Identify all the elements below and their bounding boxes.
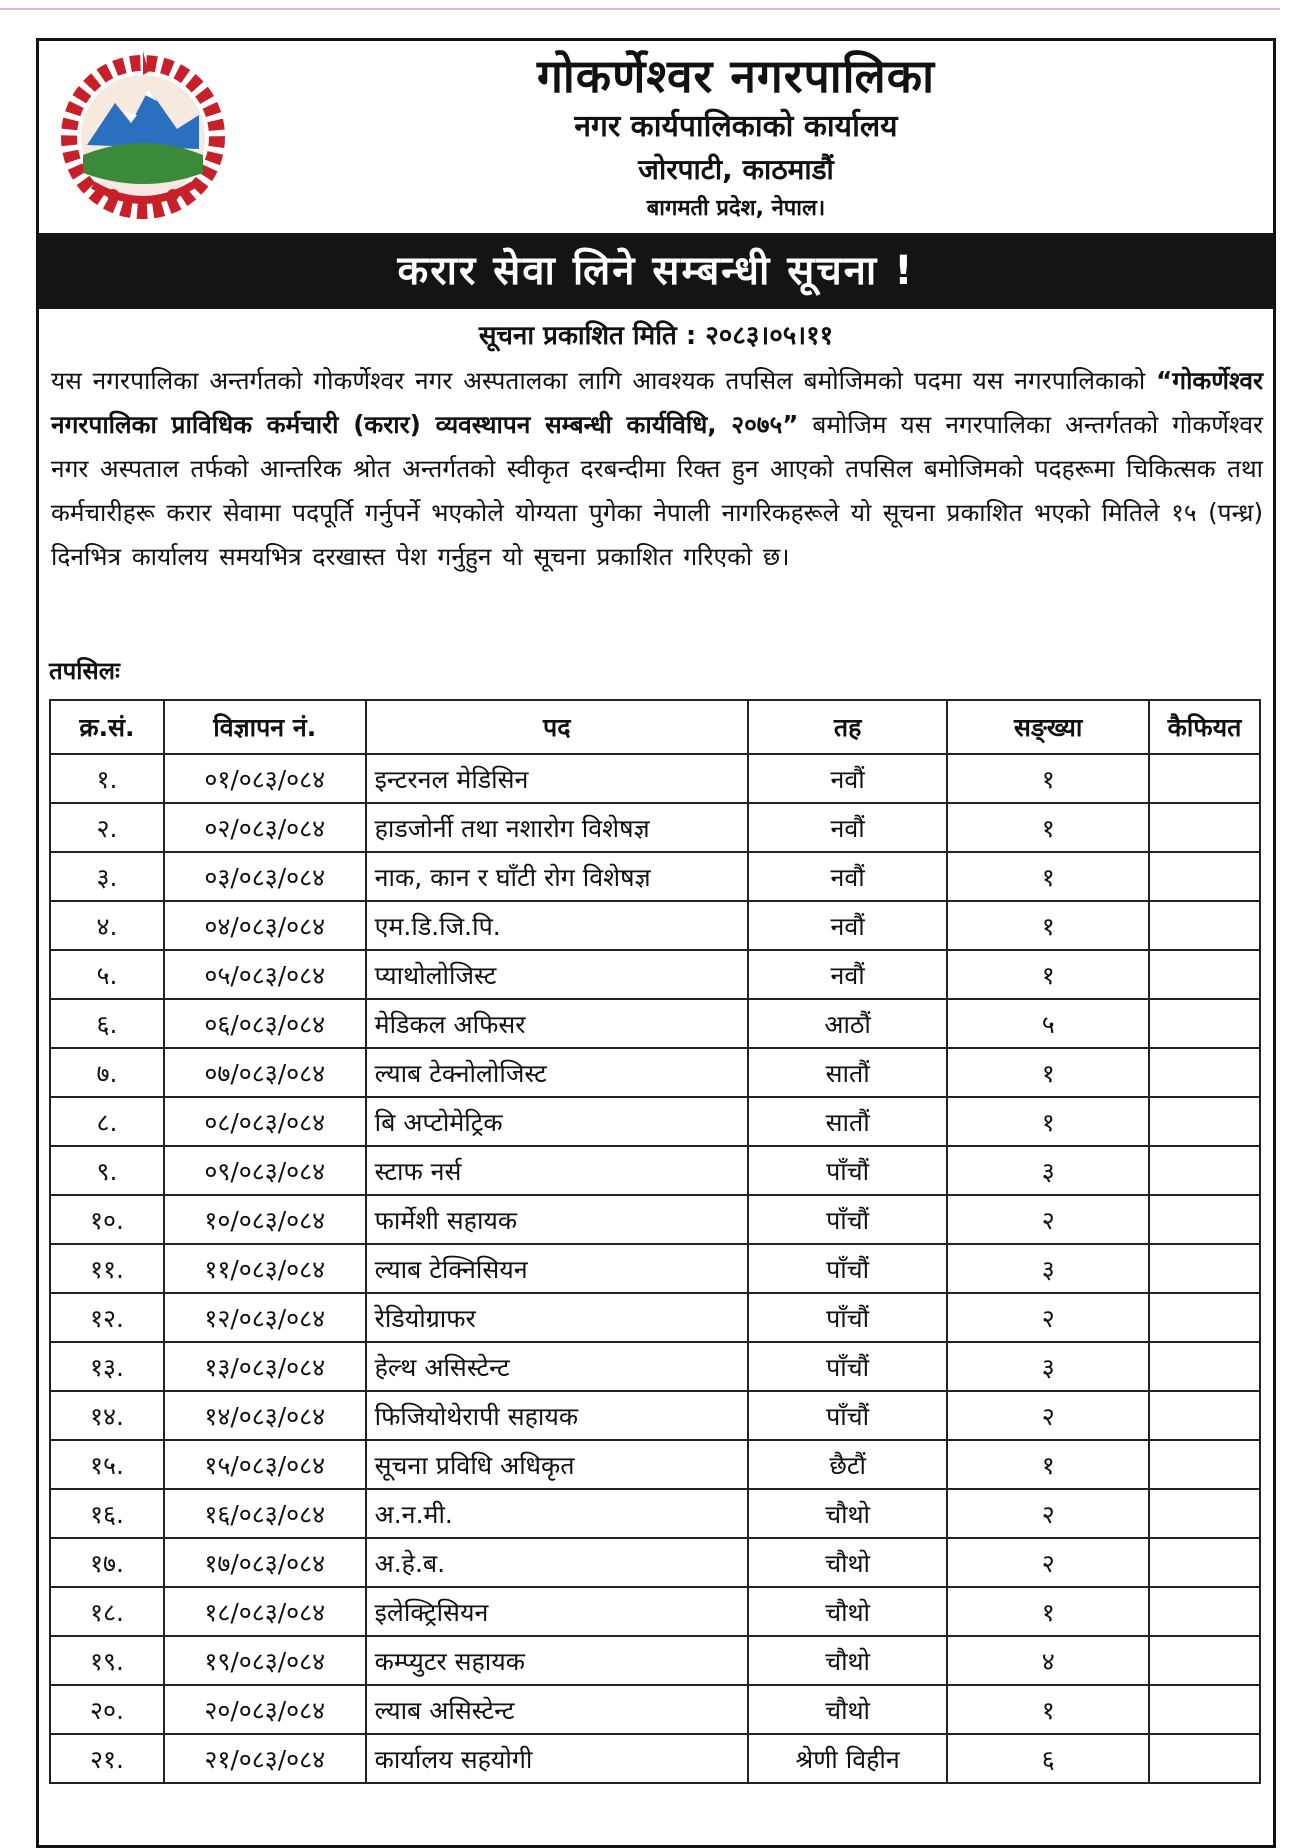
serial-number-cell: २. [50,803,164,852]
count-cell: १ [947,852,1149,901]
remarks-cell [1149,1391,1260,1440]
count-cell: २ [947,1489,1149,1538]
post-name-cell: कम्प्युटर सहायक [366,1636,748,1685]
level-cell: नवौं [748,803,948,852]
ad-number-cell: २१/०८३/०८४ [164,1734,366,1783]
ad-number-cell: ०८/०८३/०८४ [164,1097,366,1146]
serial-number-cell: १२. [50,1293,164,1342]
post-name-cell: सूचना प्रविधि अधिकृत [366,1440,748,1489]
count-cell: १ [947,1048,1149,1097]
level-cell: पाँचौं [748,1391,948,1440]
count-cell: ४ [947,1636,1149,1685]
ad-number-cell: १७/०८३/०८४ [164,1538,366,1587]
col-header-level: तह [748,700,948,754]
notice-body-procedure-title: “गोकर्णेश्वर नगरपालिका प्राविधिक कर्मचारी (करार) व्यवस्थापन सम्बन्धी कार्यविधि, २०७५” [51,366,1263,439]
table-row [50,1293,1260,1342]
level-cell: पाँचौं [748,1146,948,1195]
ad-number-cell: ०१/०८३/०८४ [164,754,366,803]
count-cell: २ [947,1293,1149,1342]
table-row [50,1146,1260,1195]
table-row [50,901,1260,950]
remarks-cell [1149,803,1260,852]
serial-number-cell: २१. [50,1734,164,1783]
remarks-cell [1149,1538,1260,1587]
remarks-cell [1149,1440,1260,1489]
notice-body [51,359,1263,579]
ad-number-cell: १०/०८३/०८४ [164,1195,366,1244]
level-cell: पाँचौं [748,1244,948,1293]
count-cell: ३ [947,1146,1149,1195]
count-cell: १ [947,1587,1149,1636]
table-row [50,1244,1260,1293]
details-label: तपसिलः [49,657,120,685]
post-name-cell: अ.न.मी. [366,1489,748,1538]
table-row [50,1097,1260,1146]
serial-number-cell: ३. [50,852,164,901]
table-row [50,1440,1260,1489]
office-titles [239,47,1233,227]
office-province: बागमती प्रदेश, नेपाल। [646,196,826,221]
remarks-cell [1149,1293,1260,1342]
post-name-cell: स्टाफ नर्स [366,1146,748,1195]
remarks-cell [1149,754,1260,803]
ad-number-cell: ०७/०८३/०८४ [164,1048,366,1097]
remarks-cell [1149,950,1260,999]
level-cell: चौथो [748,1636,948,1685]
level-cell: छैटौं [748,1440,948,1489]
table-row [50,803,1260,852]
serial-number-cell: २०. [50,1685,164,1734]
level-cell: चौथो [748,1685,948,1734]
ad-number-cell: १४/०८३/०८४ [164,1391,366,1440]
ad-number-cell: १५/०८३/०८४ [164,1440,366,1489]
serial-number-cell: १८. [50,1587,164,1636]
col-header-sn: क्र.सं. [50,700,164,754]
serial-number-cell: १०. [50,1195,164,1244]
ad-number-cell: ०९/०८३/०८४ [164,1146,366,1195]
table-row [50,1048,1260,1097]
post-name-cell: बि अप्टोमेट्रिक [366,1097,748,1146]
remarks-cell [1149,1734,1260,1783]
col-header-ad-no: विज्ञापन नं. [164,700,366,754]
notice-body-part1: यस नगरपालिका अन्तर्गतको गोकर्णेश्वर नगर अस्पतालका लागि आवश्यक तपसिल बमोजिमको पदमा यस नगरपालिकाको [51,366,1157,395]
remarks-cell [1149,1587,1260,1636]
count-cell: २ [947,1391,1149,1440]
count-cell: १ [947,950,1149,999]
count-cell: ३ [947,1342,1149,1391]
post-name-cell: अ.हे.ब. [366,1538,748,1587]
post-name-cell: एम.डि.जि.पि. [366,901,748,950]
notice-document [36,38,1276,1848]
level-cell: पाँचौं [748,1293,948,1342]
table-row [50,754,1260,803]
remarks-cell [1149,1636,1260,1685]
remarks-cell [1149,1097,1260,1146]
level-cell: आठौं [748,999,948,1048]
post-name-cell: मेडिकल अफिसर [366,999,748,1048]
level-cell: चौथो [748,1538,948,1587]
post-name-cell: फार्मेशी सहायक [366,1195,748,1244]
level-cell: चौथो [748,1587,948,1636]
count-cell: ६ [947,1734,1149,1783]
table-row [50,1636,1260,1685]
serial-number-cell: १९. [50,1636,164,1685]
notice-body-part2: बमोजिम यस नगरपालिका अन्तर्गतको गोकर्णेश्वर नगर अस्पताल तर्फको आन्तरिक श्रोत अन्तर्गतको स्वीकृत दरबन्दीमा रिक्त हुन आएको तपसिल बमोजिमको पदहरूमा चिकित्सक तथा कर्मचारीहरू करार सेवामा पदपूर्ति गर्नुपर्ने भएकोले योग्यता पुगेका नेपाली नागरिकहरूले यो सूचना प्रकाशित भएको मितिले १५ (पन्ध्र) दिनभित्र कार्यालय समयभित्र दरखास्त पेश गर्नुहुन यो सूचना प्रकाशित गरिएको छ। [51,410,1263,571]
table-row [50,852,1260,901]
table-header-row [50,700,1260,754]
count-cell: २ [947,1538,1149,1587]
serial-number-cell: १७. [50,1538,164,1587]
level-cell: नवौं [748,901,948,950]
ad-number-cell: १६/०८३/०८४ [164,1489,366,1538]
remarks-cell [1149,1146,1260,1195]
post-name-cell: इन्टरनल मेडिसिन [366,754,748,803]
ad-number-cell: ०६/०८३/०८४ [164,999,366,1048]
ad-number-cell: ०३/०८३/०८४ [164,852,366,901]
ad-number-cell: ०४/०८३/०८४ [164,901,366,950]
serial-number-cell: १. [50,754,164,803]
remarks-cell [1149,1244,1260,1293]
table-row [50,950,1260,999]
serial-number-cell: ५. [50,950,164,999]
post-name-cell: ल्याब टेक्नोलोजिस्ट [366,1048,748,1097]
post-name-cell: इलेक्ट्रिसियन [366,1587,748,1636]
col-header-count: सङ्ख्या [947,700,1149,754]
level-cell: श्रेणी विहीन [748,1734,948,1783]
remarks-cell [1149,1489,1260,1538]
ad-number-cell: ०५/०८३/०८४ [164,950,366,999]
top-divider-line [0,8,1280,10]
office-name: गोकर्णेश्वर नगरपालिका [537,49,935,103]
post-name-cell: कार्यालय सहयोगी [366,1734,748,1783]
ad-number-cell: ११/०८३/०८४ [164,1244,366,1293]
table-row [50,1587,1260,1636]
remarks-cell [1149,1342,1260,1391]
level-cell: सातौं [748,1048,948,1097]
remarks-cell [1149,1195,1260,1244]
letterhead [39,41,1273,233]
serial-number-cell: १३. [50,1342,164,1391]
level-cell: सातौं [748,1097,948,1146]
remarks-cell [1149,852,1260,901]
col-header-post: पद [366,700,748,754]
ad-number-cell: ०२/०८३/०८४ [164,803,366,852]
post-name-cell: नाक, कान र घाँटी रोग विशेषज्ञ [366,852,748,901]
serial-number-cell: १४. [50,1391,164,1440]
office-subtitle: नगर कार्यपालिकाको कार्यालय [574,109,898,144]
serial-number-cell: ७. [50,1048,164,1097]
count-cell: ५ [947,999,1149,1048]
table-row [50,1195,1260,1244]
remarks-cell [1149,901,1260,950]
count-cell: १ [947,754,1149,803]
table-row [50,1734,1260,1783]
nepal-emblem-icon [53,45,233,225]
ad-number-cell: २०/०८३/०८४ [164,1685,366,1734]
level-cell: पाँचौं [748,1342,948,1391]
post-name-cell: हेल्थ असिस्टेन्ट [366,1342,748,1391]
table-row [50,1489,1260,1538]
serial-number-cell: १५. [50,1440,164,1489]
remarks-cell [1149,1685,1260,1734]
remarks-cell [1149,1048,1260,1097]
count-cell: १ [947,1685,1149,1734]
ad-number-cell: १८/०८३/०८४ [164,1587,366,1636]
serial-number-cell: १६. [50,1489,164,1538]
vacancy-table [49,699,1261,1784]
post-name-cell: ल्याब असिस्टेन्ट [366,1685,748,1734]
table-row [50,1342,1260,1391]
table-row [50,999,1260,1048]
serial-number-cell: ९. [50,1146,164,1195]
level-cell: नवौं [748,754,948,803]
table-row [50,1685,1260,1734]
table-row [50,1538,1260,1587]
post-name-cell: रेडियोग्राफर [366,1293,748,1342]
count-cell: १ [947,1097,1149,1146]
level-cell: पाँचौं [748,1195,948,1244]
notice-title-banner: करार सेवा लिने सम्बन्धी सूचना ! [39,233,1273,309]
count-cell: ३ [947,1244,1149,1293]
col-header-remarks: कैफियत [1149,700,1260,754]
serial-number-cell: ६. [50,999,164,1048]
serial-number-cell: ८. [50,1097,164,1146]
published-date: सूचना प्रकाशित मिति : २०८३।०५।११ [478,321,834,351]
count-cell: १ [947,1440,1149,1489]
count-cell: १ [947,803,1149,852]
post-name-cell: प्याथोलोजिस्ट [366,950,748,999]
level-cell: नवौं [748,852,948,901]
office-address: जोरपाटी, काठमाडौं [638,153,834,186]
remarks-cell [1149,999,1260,1048]
ad-number-cell: १२/०८३/०८४ [164,1293,366,1342]
post-name-cell: हाडजोर्नी तथा नशारोग विशेषज्ञ [366,803,748,852]
level-cell: चौथो [748,1489,948,1538]
ad-number-cell: १९/०८३/०८४ [164,1636,366,1685]
post-name-cell: ल्याब टेक्निसियन [366,1244,748,1293]
count-cell: २ [947,1195,1149,1244]
ad-number-cell: १३/०८३/०८४ [164,1342,366,1391]
level-cell: नवौं [748,950,948,999]
post-name-cell: फिजियोथेरापी सहायक [366,1391,748,1440]
table-row [50,1391,1260,1440]
serial-number-cell: ११. [50,1244,164,1293]
count-cell: १ [947,901,1149,950]
serial-number-cell: ४. [50,901,164,950]
